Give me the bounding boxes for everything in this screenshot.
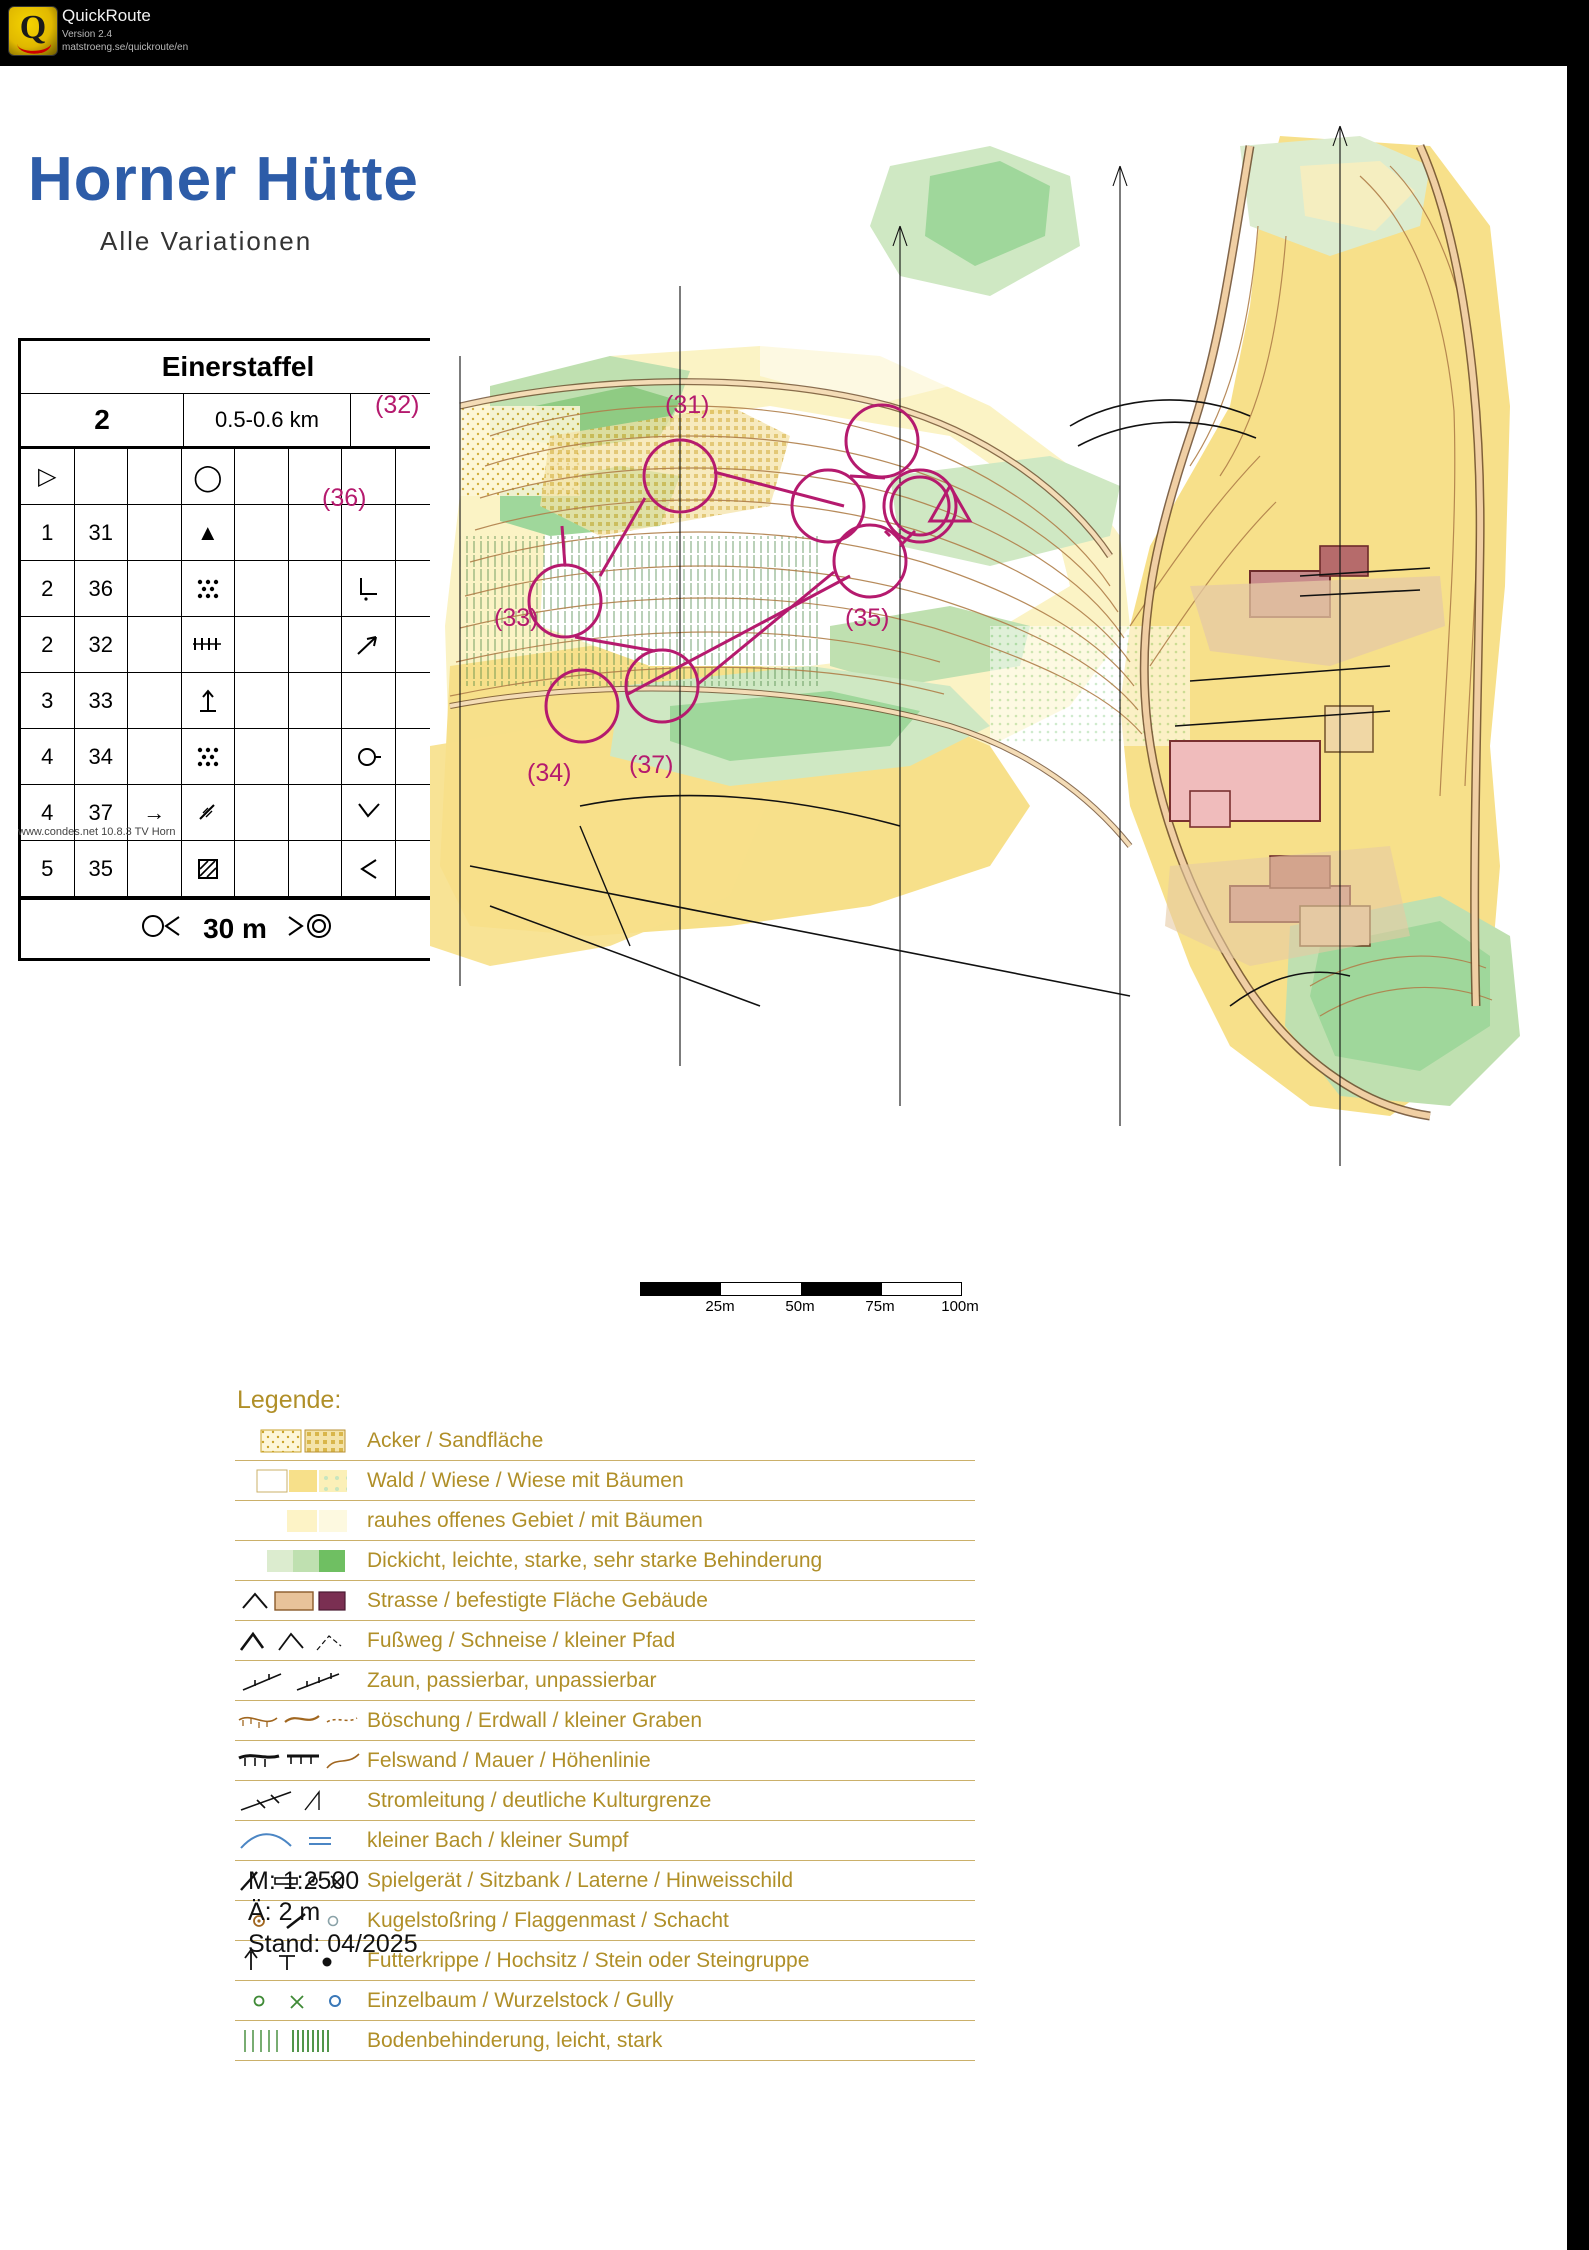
scalebar-label: 75m xyxy=(865,1298,895,1315)
scalebar-bar xyxy=(640,1282,962,1296)
control-label-layer xyxy=(322,106,1567,1346)
thicket-glyph xyxy=(235,1544,363,1578)
tree-stump-gully-glyph xyxy=(235,1984,363,2018)
thicket-icon xyxy=(235,1544,363,1578)
cd-cell xyxy=(128,841,182,896)
corner-glyph xyxy=(351,574,385,604)
page-title: Horner Hütte xyxy=(28,145,419,214)
cd-cell xyxy=(342,505,396,560)
legend-label: Böschung / Erdwall / kleiner Graben xyxy=(367,1708,703,1732)
legend-label: Strasse / befestigte Fläche Gebäude xyxy=(367,1588,708,1612)
hatched-box-glyph xyxy=(194,856,222,882)
circle-dot-glyph xyxy=(352,743,384,771)
stream-marsh-glyph xyxy=(235,1824,363,1858)
finish-double-circle-icon xyxy=(283,912,337,947)
control-label: (36) xyxy=(322,484,367,512)
page-subtitle: Alle Variationen xyxy=(100,226,313,256)
cd-cell xyxy=(235,785,289,840)
scalebar-segment xyxy=(721,1283,801,1295)
cd-cell xyxy=(235,841,289,896)
cd-finish-distance: 30 m xyxy=(203,913,267,944)
table-row xyxy=(21,561,455,617)
earthbank-glyph xyxy=(235,1704,363,1738)
logo-swoosh xyxy=(16,31,53,57)
hatched-square-icon xyxy=(182,785,236,840)
forest-meadow-glyph xyxy=(235,1464,363,1498)
powerline-glyph xyxy=(235,1784,363,1818)
arrow-ne-glyph xyxy=(352,630,384,660)
cd-order: 4 xyxy=(21,729,75,784)
list-item xyxy=(235,1701,975,1741)
cd-cell xyxy=(289,561,343,616)
cd-cell xyxy=(289,729,343,784)
boulder-field-glyph xyxy=(193,744,223,770)
map-scale: M: 1:2500 xyxy=(248,1867,360,1895)
undergrowth-icon xyxy=(235,2024,363,2058)
list-item xyxy=(235,1781,975,1821)
circle-dot-icon xyxy=(342,729,396,784)
legend-label: Spielgerät / Sitzbank / Laterne / Hinweisschild xyxy=(367,1868,794,1892)
field-sand-icon xyxy=(235,1424,363,1458)
legend-label: kleiner Bach / kleiner Sumpf xyxy=(367,1828,629,1852)
list-item xyxy=(235,1981,975,2021)
finish-left-glyph xyxy=(139,912,187,940)
cd-credit: www.condes.net 10.8.3 TV Horn xyxy=(18,826,176,838)
scalebar-label: 100m xyxy=(941,1298,979,1315)
angle-icon xyxy=(342,841,396,896)
cd-cell xyxy=(235,505,289,560)
control-label: (35) xyxy=(845,604,890,632)
cd-cell xyxy=(128,729,182,784)
control-label: (33) xyxy=(494,604,539,632)
app-version: Version 2.4 xyxy=(62,29,113,40)
cd-code: 36 xyxy=(75,561,129,616)
cd-cell xyxy=(289,617,343,672)
control-label: (31) xyxy=(665,391,710,419)
cd-cell xyxy=(235,617,289,672)
list-item xyxy=(235,1661,975,1701)
legend-label: Einzelbaum / Wurzelstock / Gully xyxy=(367,1988,674,2012)
orienteering-map[interactable] xyxy=(322,106,1567,1346)
circle-icon: ◯ xyxy=(182,449,236,504)
cd-cell xyxy=(235,673,289,728)
undergrowth-glyph xyxy=(235,2024,363,2058)
hatched-square-glyph xyxy=(195,800,221,826)
rough-open-glyph xyxy=(235,1504,363,1538)
map-legend xyxy=(235,1386,975,2061)
cd-cell xyxy=(128,449,182,504)
powerline-icon xyxy=(235,1784,363,1818)
fence-glyph xyxy=(235,1664,363,1698)
cd-code: 32 xyxy=(75,617,129,672)
filled-triangle-icon: ▲ xyxy=(182,505,236,560)
angle-glyph xyxy=(352,855,384,883)
earthbank-icon xyxy=(235,1704,363,1738)
scalebar-segment xyxy=(882,1283,961,1295)
tree-stump-gully-icon xyxy=(235,1984,363,2018)
legend-label: Acker / Sandfläche xyxy=(367,1428,544,1452)
bent-line-icon xyxy=(342,785,396,840)
cd-cell xyxy=(289,785,343,840)
list-item xyxy=(235,2021,975,2061)
corner-icon xyxy=(342,561,396,616)
cliff-wall-glyph xyxy=(235,1744,363,1778)
legend-title: Legende: xyxy=(237,1386,342,1414)
scalebar-label: 25m xyxy=(705,1298,735,1315)
cd-cell xyxy=(128,673,182,728)
arrow-right-icon: → xyxy=(128,785,182,840)
finish-right-glyph xyxy=(283,912,337,940)
list-item xyxy=(235,1501,975,1541)
cliff-wall-icon xyxy=(235,1744,363,1778)
hatched-box-icon xyxy=(182,841,236,896)
cd-cell xyxy=(235,729,289,784)
control-label: (34) xyxy=(527,759,572,787)
map-sheet xyxy=(0,66,1567,2250)
legend-label: Wald / Wiese / Wiese mit Bäumen xyxy=(367,1468,684,1492)
cd-cell xyxy=(128,561,182,616)
legend-label: Zaun, passierbar, unpassierbar xyxy=(367,1668,657,1692)
road-building-glyph xyxy=(235,1584,363,1618)
footpath-glyph xyxy=(235,1624,363,1658)
cd-finish-row xyxy=(21,897,455,958)
cd-order: 3 xyxy=(21,673,75,728)
table-row xyxy=(21,729,455,785)
legend-label: Felswand / Mauer / Höhenlinie xyxy=(367,1748,651,1772)
scalebar-segment xyxy=(802,1283,882,1295)
window-titlebar xyxy=(0,0,1589,66)
cd-cell xyxy=(289,673,343,728)
cd-order: 2 xyxy=(21,617,75,672)
cd-title: Einerstaffel xyxy=(21,341,455,394)
cd-code: 35 xyxy=(75,841,129,896)
map-footer-info xyxy=(248,1866,418,1960)
arrow-ne-icon xyxy=(342,617,396,672)
forest-meadow-icon xyxy=(235,1464,363,1498)
scalebar-label: 50m xyxy=(785,1298,815,1315)
cd-distance: 0.5-0.6 km xyxy=(184,394,351,446)
cd-code: 34 xyxy=(75,729,129,784)
scalebar-segment xyxy=(641,1283,721,1295)
table-row xyxy=(21,673,455,729)
feed-trough-glyph xyxy=(195,687,221,715)
boulder-field-icon xyxy=(182,729,236,784)
boulder-field-glyph xyxy=(193,576,223,602)
map-contour-interval: Ä: 2 m xyxy=(248,1898,321,1927)
cd-order: 4 xyxy=(21,785,75,840)
list-item xyxy=(235,1581,975,1621)
crossing-point-icon xyxy=(182,617,236,672)
table-row xyxy=(21,841,455,897)
fence-icon xyxy=(235,1664,363,1698)
list-item xyxy=(235,1741,975,1781)
cd-order: 2 xyxy=(21,561,75,616)
stream-marsh-icon xyxy=(235,1824,363,1858)
cd-cell xyxy=(289,505,343,560)
app-url: matstroeng.se/quickroute/en xyxy=(62,42,189,53)
cd-cell xyxy=(235,561,289,616)
finish-start-icon xyxy=(139,912,187,947)
field-sand-glyph xyxy=(235,1424,363,1458)
list-item xyxy=(235,1461,975,1501)
bent-line-glyph xyxy=(352,799,384,827)
table-row xyxy=(21,617,455,673)
cd-cell xyxy=(128,505,182,560)
logo-letter: Q xyxy=(19,9,47,46)
table-row xyxy=(21,449,455,505)
boulder-field-icon xyxy=(182,561,236,616)
page-edge xyxy=(1567,66,1589,2250)
legend-label: Dickicht, leichte, starke, sehr starke Behinderung xyxy=(367,1548,823,1572)
control-label: (32) xyxy=(375,391,420,419)
crossing-glyph xyxy=(191,634,225,656)
list-item xyxy=(235,1541,975,1581)
cd-course-number: 2 xyxy=(21,394,184,446)
footpath-icon xyxy=(235,1624,363,1658)
control-description-table xyxy=(18,338,458,961)
rough-open-icon xyxy=(235,1504,363,1538)
road-building-icon xyxy=(235,1584,363,1618)
list-item xyxy=(235,1421,975,1461)
cd-order: 1 xyxy=(21,505,75,560)
control-label: (37) xyxy=(629,751,674,779)
list-item xyxy=(235,1821,975,1861)
cd-code: 37 xyxy=(75,785,129,840)
map-date: Stand: 04/2025 xyxy=(248,1929,418,1958)
list-item xyxy=(235,1621,975,1661)
feed-trough-icon xyxy=(182,673,236,728)
cd-code: 31 xyxy=(75,505,129,560)
cd-order: 5 xyxy=(21,841,75,896)
table-row xyxy=(21,505,455,561)
map-scalebar xyxy=(640,1282,979,1320)
cd-cell xyxy=(128,617,182,672)
legend-label: Futterkrippe / Hochsitz / Stein oder Steingruppe xyxy=(367,1948,810,1972)
cd-cell xyxy=(235,449,289,504)
app-title: QuickRoute xyxy=(62,6,151,25)
cd-cell xyxy=(75,449,129,504)
legend-label: Stromleitung / deutliche Kulturgrenze xyxy=(367,1788,712,1812)
quickroute-logo-icon xyxy=(8,6,58,56)
start-triangle-icon: ▷ xyxy=(21,449,75,504)
legend-label: Bodenbehinderung, leicht, stark xyxy=(367,2028,663,2052)
cd-code: 33 xyxy=(75,673,129,728)
cd-cell xyxy=(289,841,343,896)
legend-label: Kugelstoßring / Flaggenmast / Schacht xyxy=(367,1908,729,1932)
legend-label: Fußweg / Schneise / kleiner Pfad xyxy=(367,1628,676,1652)
cd-cell xyxy=(342,673,396,728)
legend-label: rauhes offenes Gebiet / mit Bäumen xyxy=(367,1508,703,1532)
scalebar-labels xyxy=(640,1298,979,1320)
